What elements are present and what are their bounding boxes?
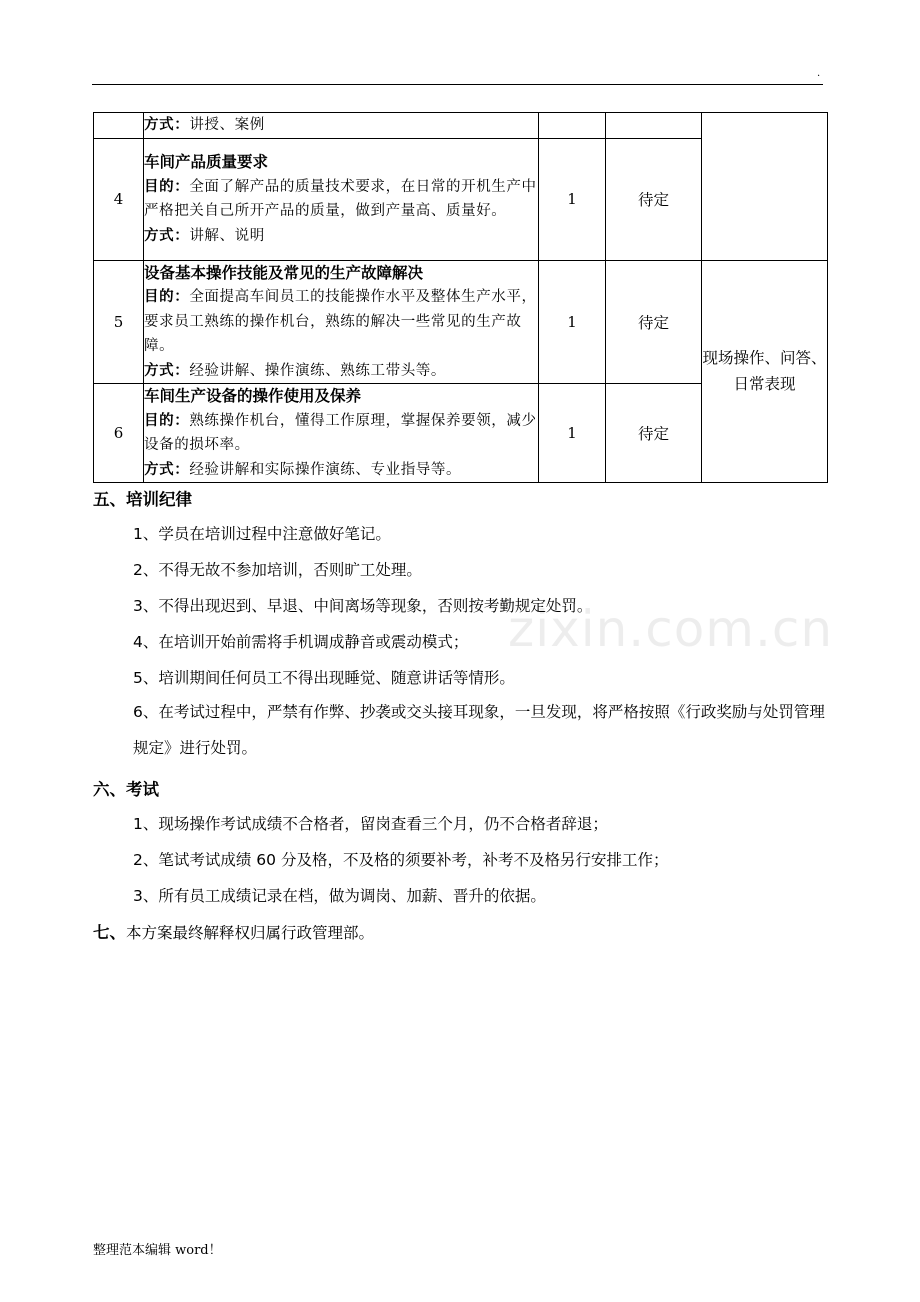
course-purpose: 熟练操作机台，懂得工作原理，掌握保养要领，减少设备的损坏率。 — [144, 412, 537, 453]
list-item: 5、培训期间任何员工不得出现睡觉、随意讲话等情形。 — [133, 669, 515, 687]
row-number: 6 — [94, 384, 144, 483]
list-item: 2、不得无故不参加培训，否则旷工处理。 — [133, 561, 422, 579]
schedule-status: 待定 — [606, 138, 702, 260]
list-item: 1、学员在培训过程中注意做好笔记。 — [133, 525, 391, 543]
header-rule — [92, 84, 823, 85]
table-cell-status — [606, 113, 702, 139]
header-dot: . — [817, 68, 821, 79]
table-row — [94, 113, 828, 139]
list-item: 3、不得出现迟到、早退、中间离场等现象，否则按考勤规定处罚。 — [133, 597, 593, 615]
course-purpose: 全面提高车间员工的技能操作水平及整体生产水平，要求员工熟练的操作机台，熟练的解决一些常见的生产故障。 — [144, 289, 537, 354]
session-count: 1 — [539, 260, 606, 384]
section-heading-final: 七、本方案最终解释权归属行政管理部。 — [93, 923, 375, 942]
table-cell-num — [94, 113, 144, 139]
row-number: 5 — [94, 260, 144, 384]
table-cell-method — [702, 113, 828, 261]
session-count: 1 — [539, 384, 606, 483]
list-item: 4、在培训开始前需将手机调成静音或震动模式； — [133, 633, 469, 651]
course-method: 讲解、说明 — [189, 227, 265, 244]
course-description: 设备基本操作技能及常见的生产故障解决 目的：全面提高车间员工的技能操作水平及整体生产水平，要求员工熟练的操作机台，熟练的解决一些常见的生产故障。 方式：经验讲解、操作演练、熟练工带头等。 — [144, 260, 539, 384]
course-purpose: 全面了解产品的质量技术要求，在日常的开机生产中严格把关自己所开产品的质量，做到产量高、质量好。 — [144, 178, 537, 219]
course-description: 车间生产设备的操作使用及保养 目的：熟练操作机台，懂得工作原理，掌握保养要领，减少设备的损坏率。 方式：经验讲解和实际操作演练、专业指导等。 — [144, 384, 539, 483]
course-description: 方式：讲授、案例 — [144, 113, 539, 139]
schedule-status: 待定 — [606, 260, 702, 384]
footer-note: 整理范本编辑 word！ — [93, 1243, 222, 1258]
list-item: 1、现场操作考试成绩不合格者，留岗查看三个月，仍不合格者辞退； — [133, 815, 608, 833]
training-plan-table — [93, 112, 828, 483]
table-row — [94, 260, 828, 384]
final-clause: 本方案最终解释权归属行政管理部。 — [126, 924, 375, 942]
course-method: 经验讲解和实际操作演练、专业指导等。 — [189, 461, 462, 478]
course-title: 设备基本操作技能及常见的生产故障解决 — [144, 263, 424, 282]
list-item: 3、所有员工成绩记录在档，做为调岗、加薪、晋升的依据。 — [133, 887, 546, 905]
schedule-status: 待定 — [606, 384, 702, 483]
watermark: zixin.com.cn — [508, 600, 834, 658]
assessment-method: 现场操作、问答、日常表现 — [702, 260, 828, 483]
section-heading-exam: 六、考试 — [93, 780, 159, 799]
course-method: 经验讲解、操作演练、熟练工带头等。 — [189, 362, 447, 379]
session-count: 1 — [539, 138, 606, 260]
list-item: 2、笔试考试成绩 60 分及格，不及格的须要补考，补考不及格另行安排工作； — [133, 851, 669, 869]
course-title: 车间产品质量要求 — [144, 153, 269, 171]
course-title: 车间生产设备的操作使用及保养 — [144, 387, 362, 405]
list-item: 6、在考试过程中，严禁有作弊、抄袭或交头接耳现象，一旦发现，将严格按照《行政奖励与处罚管理规定》进行处罚。 — [133, 703, 825, 757]
table-cell-count — [539, 113, 606, 139]
course-description: 车间产品质量要求 目的：全面了解产品的质量技术要求，在日常的开机生产中严格把关自己所开产品的质量，做到产量高、质量好。 方式：讲解、说明 — [144, 138, 539, 260]
section-heading-discipline: 五、培训纪律 — [93, 490, 192, 509]
row-number: 4 — [94, 138, 144, 260]
